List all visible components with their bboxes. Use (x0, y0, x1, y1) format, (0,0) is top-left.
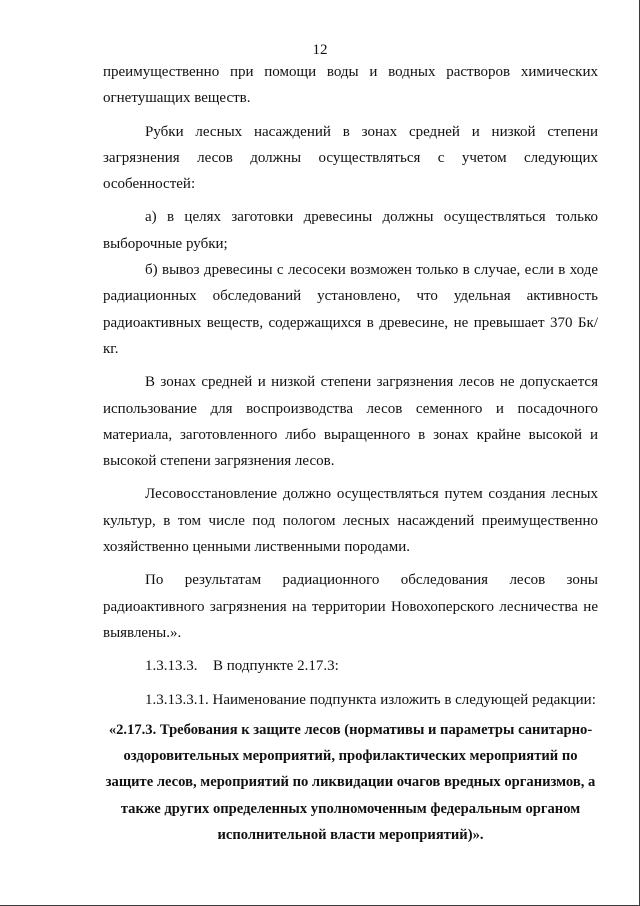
list-item-a: а) в целях заготовки древесины должны осуществляться только выборочные рубки; (103, 209, 598, 252)
subitem-text: Наименование подпункта изложить в следующей редакции: (212, 691, 596, 708)
paragraph-survey-results: По результатам радиационного обследования лесов зоны радиоактивного загрязнения на территории Новохоперского лесничества не выявлены.». (103, 572, 598, 641)
paragraph-felling-rules: Рубки лесных насаждений в зонах средней и низкой степени загрязнения лесов должны осуществляться с учетом следующих особенностей: (103, 123, 598, 193)
paragraph-reforestation: Лесовосстановление должно осуществляться путем создания лесных культур, в том числе под пологом лесных насаждений преимущественно хозяйственно ценными лиственными породами. (103, 486, 598, 556)
subitem-text: В подпункте 2.17.3: (213, 658, 339, 675)
paragraph-planting-material: В зонах средней и низкой степени загрязнения лесов не допускается использование для воспроизводства лесов семенного и посадочного материала, заготовленного либо выращенного в зонах крайне высокой и высокой степени загрязнения лесов. (103, 374, 598, 470)
subitem-number: 1.3.13.3. (145, 658, 198, 675)
list-item-b: б) вывоз древесины с лесосеки возможен только в случае, если в ходе радиационных обследований установлено, что удельная активность радиоактивных веществ, содержащихся в древесине, не превышает 370 Бк/кг. (103, 262, 598, 357)
section-heading-2-17-3: «2.17.3. Требования к защите лесов (нормативы и параметры санитарно-оздоровительных мероприятий, профилактических мероприятий по защите лесов, мероприятий по ликвидации очагов вредных организмов, а также других определенных уполномоченным федеральным органом исполнительной власти мероприятий)». (105, 721, 596, 844)
page-number: 12 (312, 42, 328, 58)
subitem-number: 1.3.13.3.1. (145, 691, 209, 708)
paragraph-continuation: преимущественно при помощи воды и водных растворов химических огнетушащих веществ. (103, 64, 598, 107)
subitem-1-3-13-3-1 (103, 687, 598, 713)
document-body (103, 59, 598, 848)
subitem-1-3-13-3 (103, 653, 598, 679)
